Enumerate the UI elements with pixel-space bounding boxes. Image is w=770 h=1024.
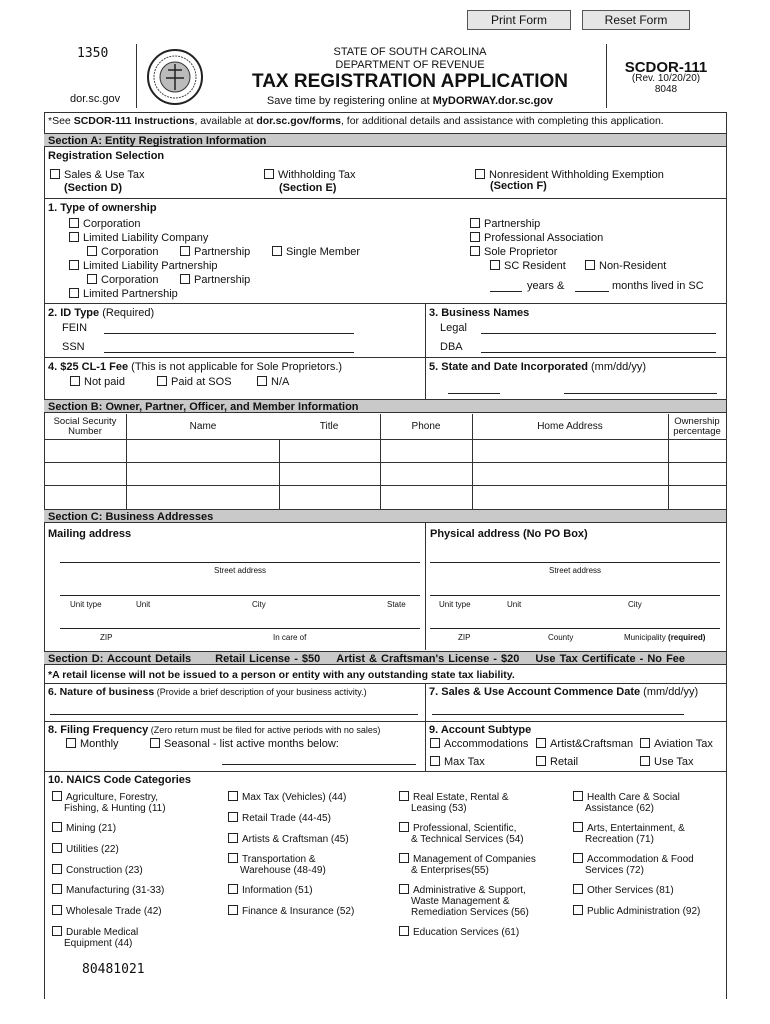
naics-option[interactable] [52,822,116,834]
naics-option[interactable] [228,905,354,917]
naics-label: Accommodation & Food [587,854,694,865]
section-b-header: Section B: Owner, Partner, Officer, and Member Information [44,399,726,413]
checkbox-icon[interactable] [573,822,583,832]
fee-not-paid[interactable]: Not paid [70,376,125,388]
sole-sc-resident[interactable]: SC Resident [490,260,566,272]
id-type-title: 2. ID Type (Required) [48,307,155,319]
checkbox-icon[interactable] [228,791,238,801]
subtype-max-tax[interactable]: Max Tax [430,756,485,768]
naics-label: Arts, Entertainment, & [587,823,685,834]
naics-label: Agriculture, Forestry, [66,792,159,803]
dba-field[interactable] [481,352,716,353]
llc-single-member[interactable]: Single Member [272,246,360,258]
months-field[interactable] [575,291,609,292]
ownership-pa[interactable]: Professional Association [470,232,603,244]
years-field[interactable] [490,291,522,292]
naics-option[interactable] [52,864,143,876]
legal-name-field[interactable] [481,333,716,334]
account-subtype-title: 9. Account Subtype [429,724,532,736]
naics-label: Services (72) [585,865,644,876]
checkbox-icon[interactable] [52,864,62,874]
ownership-llp[interactable]: Limited Liability Partnership [69,260,218,272]
fein-field[interactable] [104,333,354,334]
business-names-title: 3. Business Names [429,307,530,319]
mailing-city-field[interactable] [60,595,420,596]
filing-frequency-title: 8. Filing Frequency (Zero return must be filed for active periods with no sales) [48,724,381,736]
naics-label: Artists & Craftsman (45) [242,834,349,845]
naics-option[interactable] [399,822,524,845]
physical-unit-type-label: Unit type [439,600,471,609]
years-label: years & [527,280,565,292]
naics-label: Wholesale Trade (42) [66,906,162,917]
checkbox-icon[interactable] [228,812,238,822]
checkbox-icon[interactable] [399,791,409,801]
naics-option[interactable] [573,791,680,814]
naics-label: Assistance (62) [585,803,654,814]
naics-option[interactable] [52,926,138,949]
filing-seasonal[interactable]: Seasonal - list active months below: [150,738,339,750]
checkbox-icon[interactable] [573,884,583,894]
col-phone: Phone [411,421,441,432]
checkbox-icon[interactable] [399,926,409,936]
date-incorporated-field[interactable] [564,393,717,394]
sole-non-resident[interactable]: Non-Resident [585,260,666,272]
dept-name: DEPARTMENT OF REVENUE [335,59,485,71]
naics-label: Retail Trade (44-45) [242,813,331,824]
mailing-zip-field[interactable] [60,628,420,629]
naics-label: Other Services (81) [587,885,674,896]
mailing-unit-label: Unit [136,600,151,609]
mailing-care-of-label: In care of [273,633,307,642]
instructions-note: *See SCDOR-111 Instructions, available at dor.sc.gov/forms, for additional details and assistance with completing this application. [48,115,664,127]
naics-option[interactable] [228,884,313,896]
physical-zip-field[interactable] [430,628,720,629]
ssn-label: SSN [62,341,85,353]
withholding-option[interactable]: Withholding Tax [264,169,355,181]
seasonal-months-field[interactable] [222,764,416,765]
physical-zip-label: ZIP [458,633,471,642]
ownership-lp[interactable]: Limited Partnership [69,288,178,300]
ownership-corporation[interactable]: Corporation [69,218,140,230]
ownership-partnership[interactable]: Partnership [470,218,540,230]
naics-option[interactable] [573,822,685,845]
state-name: STATE OF SOUTH CAROLINA [333,46,487,58]
website: dor.sc.gov [70,93,121,105]
naics-label: Finance & Insurance (52) [242,906,355,917]
checkbox-icon[interactable] [399,884,409,894]
col-name: Name [189,421,217,432]
legal-label: Legal [440,322,467,334]
commence-date-field[interactable] [432,714,684,715]
naics-option[interactable] [228,812,331,824]
mailing-street-field[interactable] [60,562,420,563]
incorporated-title: 5. State and Date Incorporated (mm/dd/yy) [429,361,646,373]
checkbox-icon[interactable] [52,926,62,936]
naics-label: Utilities (22) [66,844,119,855]
ownership-llc[interactable]: Limited Liability Company [69,232,208,244]
naics-option[interactable] [52,791,166,814]
dba-label: DBA [440,341,463,353]
state-seal-icon [146,48,204,106]
subtype-use-tax[interactable]: Use Tax [640,756,694,768]
mailing-address-label: Mailing address [48,528,132,540]
naics-label: Equipment (44) [64,938,133,949]
mailing-zip-label: ZIP [100,633,113,642]
naics-label: Real Estate, Rental & [413,792,509,803]
nonresident-option[interactable]: Nonresident Withholding Exemption [475,169,664,181]
section-d-header: Section D: Account Details Retail License - $50 Artist & Craftsman's License - $20 Use Tax Certificate - No Fee [44,651,726,665]
nonresident-section-ref: (Section F) [490,180,547,192]
reset-form-button[interactable]: Reset Form [582,10,690,30]
naics-label: Transportation & [242,854,316,865]
form-id: SCDOR-111 [624,59,708,76]
mailing-state-label: State [387,600,406,609]
naics-option[interactable] [228,853,326,876]
retail-license-note: *A retail license will not be issued to a person or entity with any outstanding state tax liability. [48,669,515,681]
llc-partnership[interactable]: Partnership [180,246,250,258]
naics-label: Education Services (61) [413,927,520,938]
checkbox-icon[interactable] [399,822,409,832]
filing-monthly[interactable]: Monthly [66,738,119,750]
registration-selection-label: Registration Selection [48,150,165,162]
naics-label: & Technical Services (54) [411,834,524,845]
naics-option[interactable] [399,884,529,918]
mailing-unit-type-label: Unit type [70,600,102,609]
col-title: Title [319,421,339,432]
sales-section-ref: (Section D) [64,182,123,194]
months-label: months lived in SC [612,280,704,292]
naics-option[interactable] [573,884,674,896]
naics-label: Mining (21) [66,823,117,834]
physical-city-label: City [628,600,642,609]
naics-option[interactable] [573,905,700,917]
naics-label: Warehouse (48-49) [240,865,326,876]
naics-label: Durable Medical [66,927,139,938]
naics-option[interactable] [228,791,346,803]
form-code: 1350 [77,46,109,61]
naics-option[interactable] [228,833,349,845]
checkbox-icon[interactable] [52,791,62,801]
cl1-fee-title: 4. $25 CL-1 Fee (This is not applicable for Sole Proprietors.) [48,361,343,373]
physical-address-label: Physical address (No PO Box) [430,528,588,540]
state-incorporated-field[interactable] [448,393,500,394]
naics-label: Administrative & Support, [413,885,526,896]
naics-option[interactable] [399,853,536,876]
naics-option[interactable] [52,884,164,896]
naics-label: Leasing (53) [411,803,467,814]
naics-option[interactable] [399,791,509,814]
llp-partnership[interactable]: Partnership [180,274,250,286]
mailing-street-label: Street address [213,566,267,575]
subtype-artist-craftsman[interactable]: Artist&Craftsman [536,738,633,750]
fee-paid-sos[interactable]: Paid at SOS [157,376,232,388]
checkbox-icon[interactable] [228,833,238,843]
revision: (Rev. 10/20/20) [631,73,701,84]
section-a-header: Section A: Entity Registration Information [44,133,726,147]
physical-unit-label: Unit [507,600,522,609]
naics-label: Recreation (71) [585,834,654,845]
physical-city-field[interactable] [430,595,720,596]
llp-corporation[interactable]: Corporation [87,274,158,286]
naics-option[interactable] [573,853,694,876]
subtype-accommodations[interactable]: Accommodations [430,738,528,750]
naics-label: Waste Management & [411,896,510,907]
subtype-retail[interactable]: Retail [536,756,578,768]
naics-option[interactable] [52,905,162,917]
naics-label: Management of Companies [413,854,536,865]
physical-county-label: County [548,633,574,642]
subtype-aviation[interactable]: Aviation Tax [640,738,713,750]
naics-label: Public Administration (92) [587,906,701,917]
checkbox-icon[interactable] [228,905,238,915]
physical-municipality-label: Municipality (required) [624,633,706,642]
llc-corporation[interactable]: Corporation [87,246,158,258]
commence-date-title: 7. Sales & Use Account Commence Date (mm/dd/yy) [429,686,699,698]
naics-label: Remediation Services (56) [411,907,529,918]
naics-label: Max Tax (Vehicles) (44) [242,792,347,803]
form-title: TAX REGISTRATION APPLICATION [252,71,568,92]
ownership-title: 1. Type of ownership [48,202,157,214]
naics-title: 10. NAICS Code Categories [48,774,192,786]
form-number: 8048 [654,84,678,95]
nature-business-title: 6. Nature of business (Provide a brief description of your business activity.) [48,686,367,698]
naics-option[interactable] [399,926,519,938]
print-form-button[interactable]: Print Form [467,10,571,30]
checkbox-icon[interactable] [52,822,62,832]
checkbox-icon[interactable] [573,791,583,801]
naics-label: Information (51) [242,885,313,896]
nature-business-field[interactable] [50,714,418,715]
online-note: Save time by registering online at MyDORWAY.dor.sc.gov [266,95,554,107]
ssn-field[interactable] [104,352,354,353]
ownership-sole[interactable]: Sole Proprietor [470,246,557,258]
withholding-section-ref: (Section E) [279,182,337,194]
checkbox-icon[interactable] [399,853,409,863]
checkbox-icon[interactable] [228,853,238,863]
form-barcode-number: 80481021 [82,962,145,977]
naics-label: Health Care & Social [587,792,680,803]
fein-label: FEIN [62,322,88,334]
checkbox-icon[interactable] [573,905,583,915]
physical-street-field[interactable] [430,562,720,563]
naics-label: Professional, Scientific, [413,823,517,834]
checkbox-icon[interactable] [52,843,62,853]
naics-label: Manufacturing (31-33) [66,885,165,896]
mailing-city-label: City [252,600,266,609]
checkbox-icon[interactable] [52,905,62,915]
col-ssn: Social Security Number [53,416,117,437]
col-ownership: Ownership percentage [673,416,721,437]
col-home-address: Home Address [537,421,603,432]
checkbox-icon[interactable] [573,853,583,863]
naics-label: & Enterprises(55) [411,865,489,876]
naics-label: Fishing, & Hunting (11) [64,803,166,814]
checkbox-icon[interactable] [228,884,238,894]
checkbox-icon[interactable] [52,884,62,894]
naics-option[interactable] [52,843,119,855]
sales-use-option[interactable]: Sales & Use Tax [50,169,145,181]
naics-label: Construction (23) [66,865,143,876]
section-c-header: Section C: Business Addresses [44,509,726,523]
fee-na[interactable]: N/A [257,376,289,388]
physical-street-label: Street address [548,566,602,575]
